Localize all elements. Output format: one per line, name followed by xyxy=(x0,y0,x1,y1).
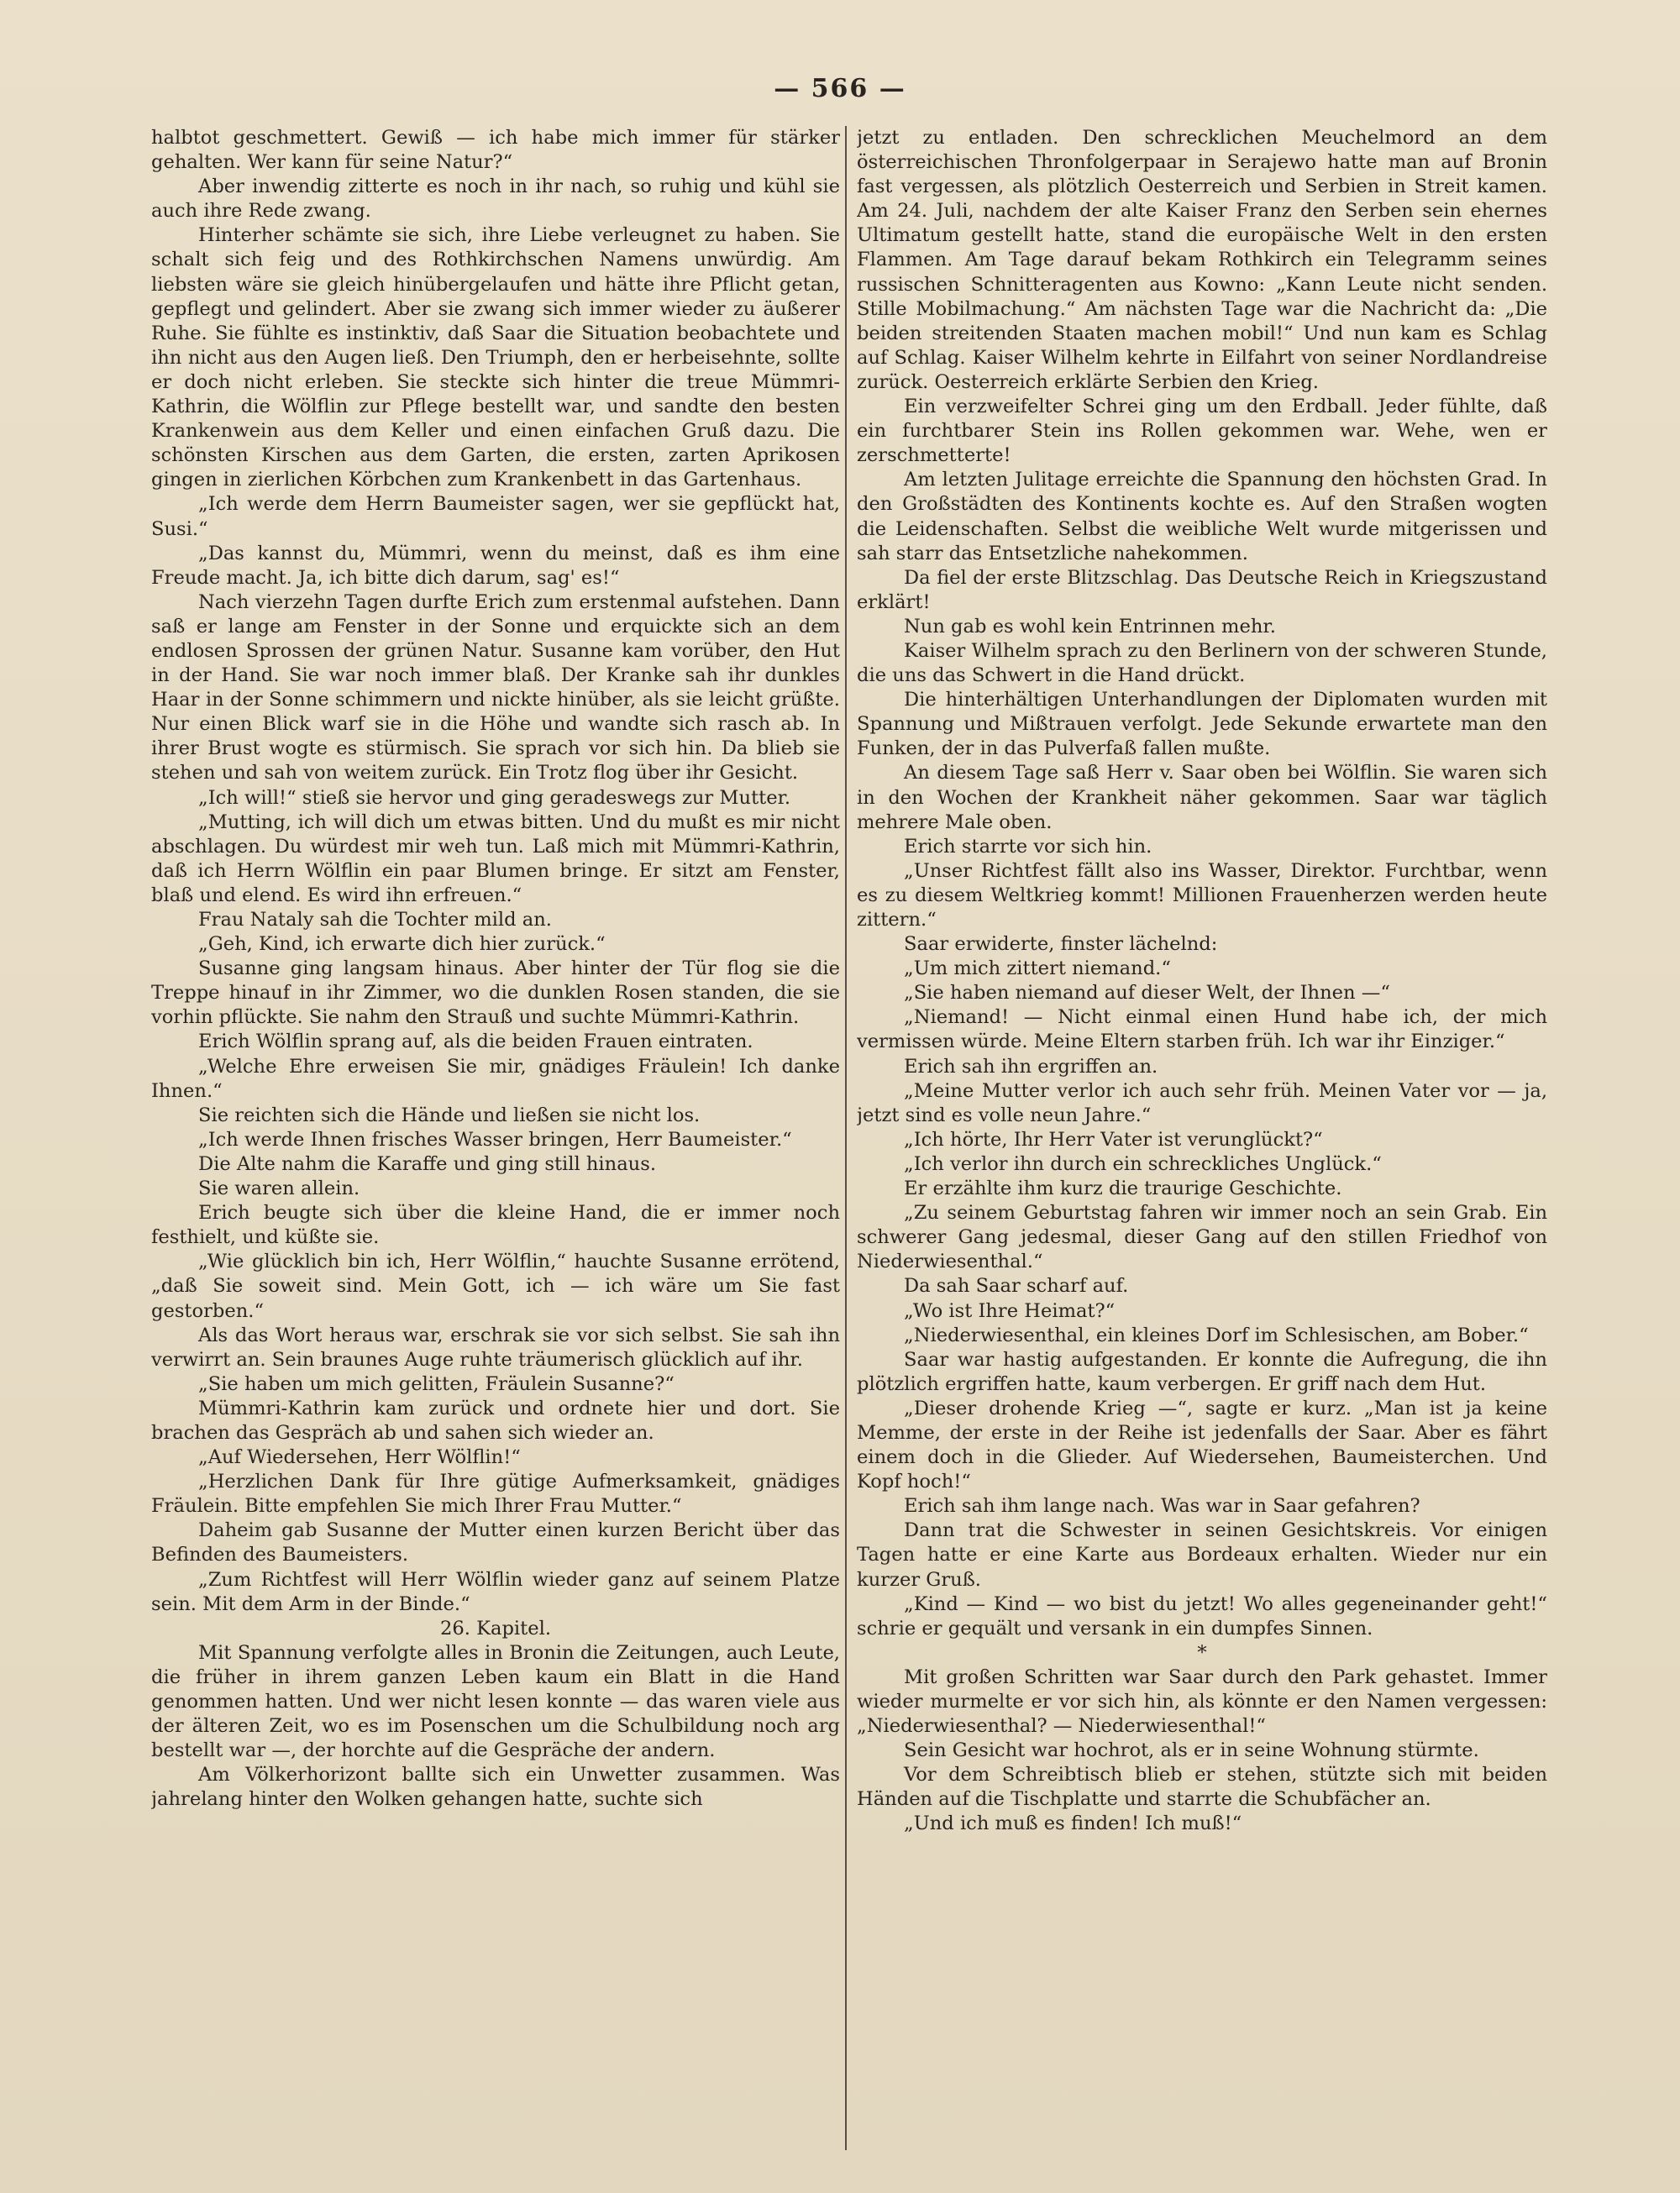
paragraph: „Ich will!“ stieß sie hervor und ging geradeswegs zur Mutter. xyxy=(198,786,791,809)
paragraph: Frau Nataly sah die Tochter mild an. xyxy=(198,909,552,931)
paragraph: Erich beugte sich über die kleine Hand, die er immer noch festhielt, und küßte sie. xyxy=(151,1202,840,1249)
right-column xyxy=(857,126,1547,2159)
paragraph: Er erzählte ihm kurz die traurige Geschichte. xyxy=(904,1178,1342,1200)
paragraph: halbtot geschmettert. Gewiß — ich habe mich immer für stärker gehalten. Wer kann für seine Natur?“ xyxy=(151,127,840,174)
paragraph: Daheim gab Susanne der Mutter einen kurzen Bericht über das Befinden des Baumeisters. xyxy=(151,1519,840,1566)
paragraph: „Um mich zittert niemand.“ xyxy=(904,957,1171,980)
section-heading: * xyxy=(1197,1641,1207,1664)
paragraph: „Ich werde Ihnen frisches Wasser bringen, Herr Baumeister.“ xyxy=(198,1128,792,1151)
paragraph: Kaiser Wilhelm sprach zu den Berlinern von der schweren Stunde, die uns das Schwert in die Hand drückt. xyxy=(857,639,1547,687)
paragraph: „Ich werde dem Herrn Baumeister sagen, wer sie gepflückt hat, Susi.“ xyxy=(151,493,840,540)
paragraph: Die hinterhältigen Unterhandlungen der Diplomaten wurden mit Spannung und Mißtrauen verfolgt. Jede Sekunde erwartete man den Funken, der in das Pulverfaß fallen mußte. xyxy=(857,689,1547,760)
paragraph: Da sah Saar scharf auf. xyxy=(904,1275,1129,1298)
paragraph: Aber inwendig zitterte es noch in ihr nach, so ruhig und kühl sie auch ihre Rede zwang. xyxy=(151,176,840,223)
paragraph: Sie reichten sich die Hände und ließen sie nicht los. xyxy=(198,1104,701,1126)
paragraph: Am Völkerhorizont ballte sich ein Unwetter zusammen. Was jahrelang hinter den Wolken gehangen hatte, suchte sich xyxy=(151,1764,840,1811)
paragraph: Nun gab es wohl kein Entrinnen mehr. xyxy=(904,615,1276,637)
left-column xyxy=(151,126,840,2159)
paragraph: „Meine Mutter verlor ich auch sehr früh. Meinen Vater vor — ja, jetzt sind es volle neun Jahre.“ xyxy=(857,1079,1547,1126)
paragraph: Erich sah ihm lange nach. Was war in Saar gefahren? xyxy=(904,1495,1420,1518)
paragraph: Mümmri-Kathrin kam zurück und ordnete hier und dort. Sie brachen das Gespräch ab und sahen sich wieder an. xyxy=(151,1397,840,1444)
paragraph: „Mutting, ich will dich um etwas bitten. Und du mußt es mir nicht abschlagen. Du würdest mir weh tun. Laß mich mit Mümmri-Kathrin, daß ich Herrn Wölflin ein paar Blumen bringe. Er sitzt am Fenster, blaß und elend. Es wird ihn erfreuen.“ xyxy=(151,811,840,906)
paragraph: An diesem Tage saß Herr v. Saar oben bei Wölflin. Sie waren sich in den Wochen der Krankheit näher gekommen. Saar war täglich mehrere Male oben. xyxy=(857,762,1547,833)
paragraph: „Wo ist Ihre Heimat?“ xyxy=(904,1299,1116,1322)
paragraph: Als das Wort heraus war, erschrak sie vor sich selbst. Sie sah ihn verwirrt an. Sein braunes Auge ruhte träumerisch glücklich auf ihr. xyxy=(151,1324,840,1371)
paragraph: „Sie haben um mich gelitten, Fräulein Susanne?“ xyxy=(198,1372,675,1395)
paragraph: Erich starrte vor sich hin. xyxy=(904,835,1152,858)
paragraph: „Wie glücklich bin ich, Herr Wölflin,“ hauchte Susanne errötend, „daß Sie soweit sind. Mein Gott, ich — ich wäre um Sie fast gestorben.“ xyxy=(151,1251,840,1322)
paragraph: „Zum Richtfest will Herr Wölflin wieder ganz auf seinem Platze sein. Mit dem Arm in der Binde.“ xyxy=(151,1568,840,1615)
paragraph: Vor dem Schreibtisch blieb er stehen, stützte sich mit beiden Händen auf die Tischplatte und starrte die Schubfächer an. xyxy=(857,1764,1547,1811)
paragraph: Erich Wölflin sprang auf, als die beiden Frauen eintraten. xyxy=(198,1031,753,1053)
paragraph: Saar war hastig aufgestanden. Er konnte die Aufregung, die ihn plötzlich ergriffen hatte, kaum verbergen. Er griff nach dem Hut. xyxy=(857,1348,1547,1395)
column-divider xyxy=(845,126,847,2150)
paragraph: Ein verzweifelter Schrei ging um den Erdball. Jeder fühlte, daß ein furchtbarer Stein ins Rollen gekommen war. Wehe, wen er zerschmetterte! xyxy=(857,396,1547,467)
section-heading: 26. Kapitel. xyxy=(439,1617,551,1640)
paragraph: „Niemand! — Nicht einmal einen Hund habe ich, der mich vermissen würde. Meine Eltern starben früh. Ich war ihr Einziger.“ xyxy=(857,1006,1547,1053)
paragraph: „Dieser drohende Krieg —“, sagte er kurz. „Man ist ja keine Memme, der erste in der Reihe ist jedenfalls der Saar. Aber es fährt einem doch in die Glieder. Auf Wiedersehen, Baumeisterchen. Und Kopf hoch!“ xyxy=(857,1397,1547,1493)
paragraph: jetzt zu entladen. Den schrecklichen Meuchelmord an dem österreichischen Thronfolgerpaar in Serajewo hatte man auf Bronin fast vergessen, als plötzlich Oesterreich und Serbien in Streit kamen. Am 24. Juli, nachdem der alte Kaiser Franz den Serben sein ehernes Ultimatum gestellt hatte, stand die europäische Welt in den ersten Flammen. Am Tage darauf bekam Rothkirch ein Telegramm seines russischen Schnitteragenten aus Kowno: „Kann Leute nicht senden. Stille Mobilmachung.“ Am nächsten Tage war die Nachricht da: „Die beiden streitenden Staaten machen mobil!“ Und nun kam es Schlag auf Schlag. Kaiser Wilhelm kehrte in Eilfahrt von seiner Nordlandreise zurück. Oesterreich erklärte Serbien den Krieg. xyxy=(857,127,1547,393)
paragraph: „Ich verlor ihn durch ein schreckliches Unglück.“ xyxy=(904,1152,1382,1175)
paragraph: Saar erwiderte, finster lächelnd: xyxy=(904,933,1218,956)
paragraph: „Niederwiesenthal, ein kleines Dorf im Schlesischen, am Bober.“ xyxy=(904,1324,1529,1346)
paragraph: Die Alte nahm die Karaffe und ging still hinaus. xyxy=(198,1152,657,1175)
paragraph: Mit großen Schritten war Saar durch den Park gehastet. Immer wieder murmelte er vor sich hin, als könnte er den Namen vergessen: „Niederwiesenthal? — Niederwiesenthal!“ xyxy=(857,1666,1547,1738)
paragraph: Dann trat die Schwester in seinen Gesichtskreis. Vor einigen Tagen hatte er eine Karte aus Bordeaux erhalten. Wieder nur ein kurzer Gruß. xyxy=(857,1519,1547,1591)
paragraph: „Ich hörte, Ihr Herr Vater ist verunglückt?“ xyxy=(904,1128,1323,1151)
paragraph: „Und ich muß es finden! Ich muß!“ xyxy=(904,1813,1242,1835)
paragraph: „Welche Ehre erweisen Sie mir, gnädiges Fräulein! Ich danke Ihnen.“ xyxy=(151,1055,840,1102)
paragraph: „Unser Richtfest fällt also ins Wasser, Direktor. Furchtbar, wenn es zu diesem Weltkrieg kommt! Millionen Frauenherzen werden heute zittern.“ xyxy=(857,859,1547,931)
paragraph: Am letzten Julitage erreichte die Spannung den höchsten Grad. In den Großstädten des Kontinents kochte es. Auf den Straßen wogten die Leidenschaften. Selbst die weibliche Welt wurde mitgerissen und sah starr das Entsetzliche nahekommen. xyxy=(857,469,1547,564)
paragraph: „Sie haben niemand auf dieser Welt, der Ihnen —“ xyxy=(904,982,1390,1005)
paragraph: Mit Spannung verfolgte alles in Bronin die Zeitungen, auch Leute, die früher in ihrem ganzen Leben kaum ein Blatt in die Hand genommen hatten. Und wer nicht lesen konnte — das waren viele aus der älteren Zeit, wo es im Posenschen um die Schulbildung noch arg bestellt war —, der horchte auf die Gespräche der andern. xyxy=(151,1641,840,1762)
paragraph: Sie waren allein. xyxy=(198,1178,360,1200)
paragraph: „Herzlichen Dank für Ihre gütige Aufmerksamkeit, gnädiges Fräulein. Bitte empfehlen Sie mich Ihrer Frau Mutter.“ xyxy=(151,1471,840,1518)
paragraph: Sein Gesicht war hochrot, als er in seine Wohnung stürmte. xyxy=(904,1739,1479,1762)
paragraph: Da fiel der erste Blitzschlag. Das Deutsche Reich in Kriegszustand erklärt! xyxy=(857,566,1547,613)
paragraph: Hinterher schämte sie sich, ihre Liebe verleugnet zu haben. Sie schalt sich feig und des Rothkirchschen Namens unwürdig. Am liebsten wäre sie gleich hinübergelaufen und hätte ihre Pflicht getan, gepflegt und gelindert. Aber sie zwang sich immer wieder zu äußerer Ruhe. Sie fühlte es instinktiv, daß Saar die Situation beobachtete und ihn nicht aus den Augen ließ. Den Triumph, den er herbeisehnte, sollte er doch nicht erleben. Sie steckte sich hinter die treue Mümmri-Kathrin, die Wölflin zur Pflege bestellt war, und sandte den besten Krankenwein aus dem Keller und einen einfachen Gruß dazu. Die schönsten Kirschen aus dem Garten, die ersten, zarten Aprikosen gingen in zierlichen Körbchen zum Krankenbett in das Gartenhaus. xyxy=(151,224,840,491)
paragraph: „Zu seinem Geburtstag fahren wir immer noch an sein Grab. Ein schwerer Gang jedesmal, dieser Gang auf den stillen Friedhof von Niederwiesenthal.“ xyxy=(857,1202,1547,1273)
paragraph: „Geh, Kind, ich erwarte dich hier zurück.“ xyxy=(198,933,606,956)
paragraph: „Auf Wiedersehen, Herr Wölflin!“ xyxy=(198,1446,521,1469)
paragraph: Susanne ging langsam hinaus. Aber hinter der Tür flog sie die Treppe hinauf in ihr Zimmer, wo die dunklen Rosen standen, die sie vorhin pflückte. Sie nahm den Strauß und suchte Mümmri-Kathrin. xyxy=(151,957,840,1029)
paragraph: Erich sah ihn ergriffen an. xyxy=(904,1055,1158,1078)
paragraph: Nach vierzehn Tagen durfte Erich zum erstenmal aufstehen. Dann saß er lange am Fenster in der Sonne und erquickte sich an dem endlosen Sprossen der grünen Natur. Susanne kam vorüber, den Hut in der Hand. Sie war noch immer blaß. Der Kranke sah ihr dunkles Haar in der Sonne schimmern und nickte hinüber, als sie leicht grüßte. Nur einen Blick warf sie in die Höhe und wandte sich rasch ab. In ihrer Brust wogte es stürmisch. Sie sprach vor sich hin. Da blieb sie stehen und sah von weitem zurück. Ein Trotz flog über ihr Gesicht. xyxy=(151,590,840,784)
paragraph: „Das kannst du, Mümmri, wenn du meinst, daß es ihm eine Freude macht. Ja, ich bitte dich darum, sag' es!“ xyxy=(151,542,840,589)
page-number: — 566 — xyxy=(774,74,906,103)
paragraph: „Kind — Kind — wo bist du jetzt! Wo alles gegeneinander geht!“ schrie er gequält und versank in ein dumpfes Sinnen. xyxy=(857,1592,1547,1640)
